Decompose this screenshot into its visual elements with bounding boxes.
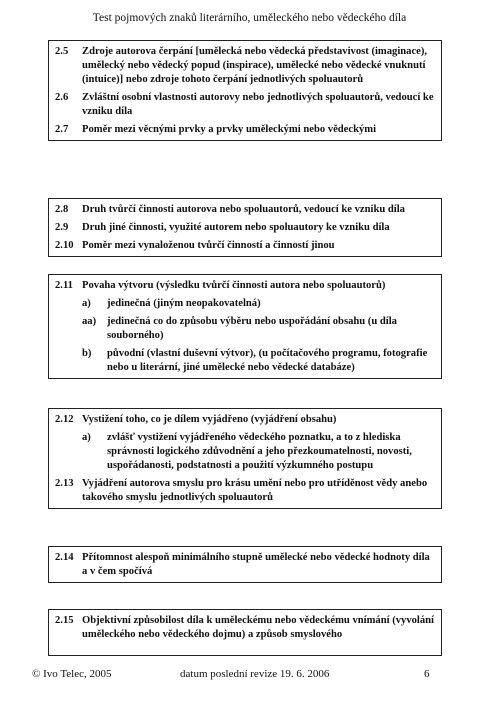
section-box-2 <box>48 198 442 257</box>
item-number: 2.6 <box>55 92 69 103</box>
revision-date: datum poslední revize 19. 6. 2006 <box>180 668 330 680</box>
item-number: 2.5 <box>55 46 69 57</box>
item-text: Objektivní způsobilost díla k uměleckému nebo vědeckému vnímání (vyvolání uměleckého nebo vědeckého dojmu) a způsob smyslového <box>82 615 434 640</box>
subitem-aa <box>82 315 435 343</box>
item-2-15 <box>55 614 435 642</box>
subitem-label: aa) <box>82 316 97 327</box>
item-2-11 <box>55 279 435 293</box>
subitem-a <box>82 431 435 473</box>
item-text: Povaha výtvoru (výsledku tvůrčí činnosti autora nebo spoluautorů) <box>82 280 386 291</box>
item-2-7 <box>55 123 435 137</box>
item-2-13 <box>55 477 435 505</box>
subitem-a <box>82 297 435 311</box>
item-number: 2.8 <box>55 204 69 215</box>
item-text: Poměr mezi vynaloženou tvůrčí činností a činností jinou <box>82 240 335 251</box>
section-box-6 <box>48 609 442 656</box>
subitem-text: jedinečná co do způsobu výběru nebo uspořádání obsahu (u díla souborného) <box>107 316 397 341</box>
item-number: 2.10 <box>55 240 74 251</box>
page-header: Test pojmových znaků literárního, uměleckého nebo vědeckého díla <box>92 12 407 24</box>
item-text: Druh jiné činnosti, využité autorem nebo spoluautory ke vzniku díla <box>82 222 390 233</box>
item-number: 2.14 <box>55 552 74 563</box>
item-text: Přítomnost alespoň minimálního stupně umělecké nebo vědecké hodnoty díla a v čem spočívá <box>82 552 430 577</box>
item-2-10 <box>55 239 435 253</box>
item-2-6 <box>55 91 435 119</box>
subitem-text: zvlášť vystižení vyjádřeného vědeckého poznatku, a to z hlediska správnosti logického zdůvodnění a jeho přezkoumatelnosti, novosti, uspořádanosti, podstatnosti a použití výzkumného postupu <box>107 432 412 471</box>
section-box-1 <box>48 40 442 141</box>
subitem-b <box>82 347 435 375</box>
subitem-text: jedinečná (jiným neopakovatelná) <box>107 298 261 309</box>
item-number: 2.7 <box>55 124 69 135</box>
item-text: Zvláštní osobní vlastnosti autorovy nebo jednotlivých spoluautorů, vedoucí ke vzniku díla <box>82 92 434 117</box>
item-2-12 <box>55 413 435 427</box>
item-number: 2.12 <box>55 414 74 425</box>
item-text: Vyjádření autorova smyslu pro krásu umění nebo pro utříděnost vědy anebo takového smyslu jednotlivých spoluautorů <box>82 478 428 503</box>
subitem-text: původní (vlastní duševní výtvor), (u počítačového programu, fotografie nebo u literární, jiné umělecké nebo vědecké databáze) <box>107 348 428 373</box>
page-number: 6 <box>424 668 430 680</box>
item-number: 2.15 <box>55 615 74 626</box>
item-number: 2.13 <box>55 478 74 489</box>
item-text: Druh tvůrčí činnosti autorova nebo spoluautorů, vedoucí ke vzniku díla <box>82 204 405 215</box>
item-text: Vystižení toho, co je dílem vyjádřeno (vyjádření obsahu) <box>82 414 337 425</box>
item-2-8 <box>55 203 435 217</box>
subitem-label: a) <box>82 432 91 443</box>
item-2-5 <box>55 45 435 87</box>
subitem-label: a) <box>82 298 91 309</box>
item-2-14 <box>55 551 435 579</box>
item-number: 2.9 <box>55 222 69 233</box>
item-number: 2.11 <box>55 280 73 291</box>
subitem-label: b) <box>82 348 92 359</box>
item-text: Poměr mezi věcnými prvky a prvky uměleckými nebo vědeckými <box>82 124 377 135</box>
item-text: Zdroje autorova čerpání [umělecká nebo vědecká představivost (imaginace), umělecký nebo vědecký popud (inspirace), umělecké nebo vědecké vnuknutí (intuice)] nebo zdroje tohoto čerpání jednotlivých spoluautorů <box>82 46 428 85</box>
section-box-5 <box>48 546 442 583</box>
section-box-4 <box>48 408 442 509</box>
item-2-9 <box>55 221 435 235</box>
section-box-3 <box>48 274 442 379</box>
copyright-text: © Ivo Telec, 2005 <box>32 668 112 680</box>
